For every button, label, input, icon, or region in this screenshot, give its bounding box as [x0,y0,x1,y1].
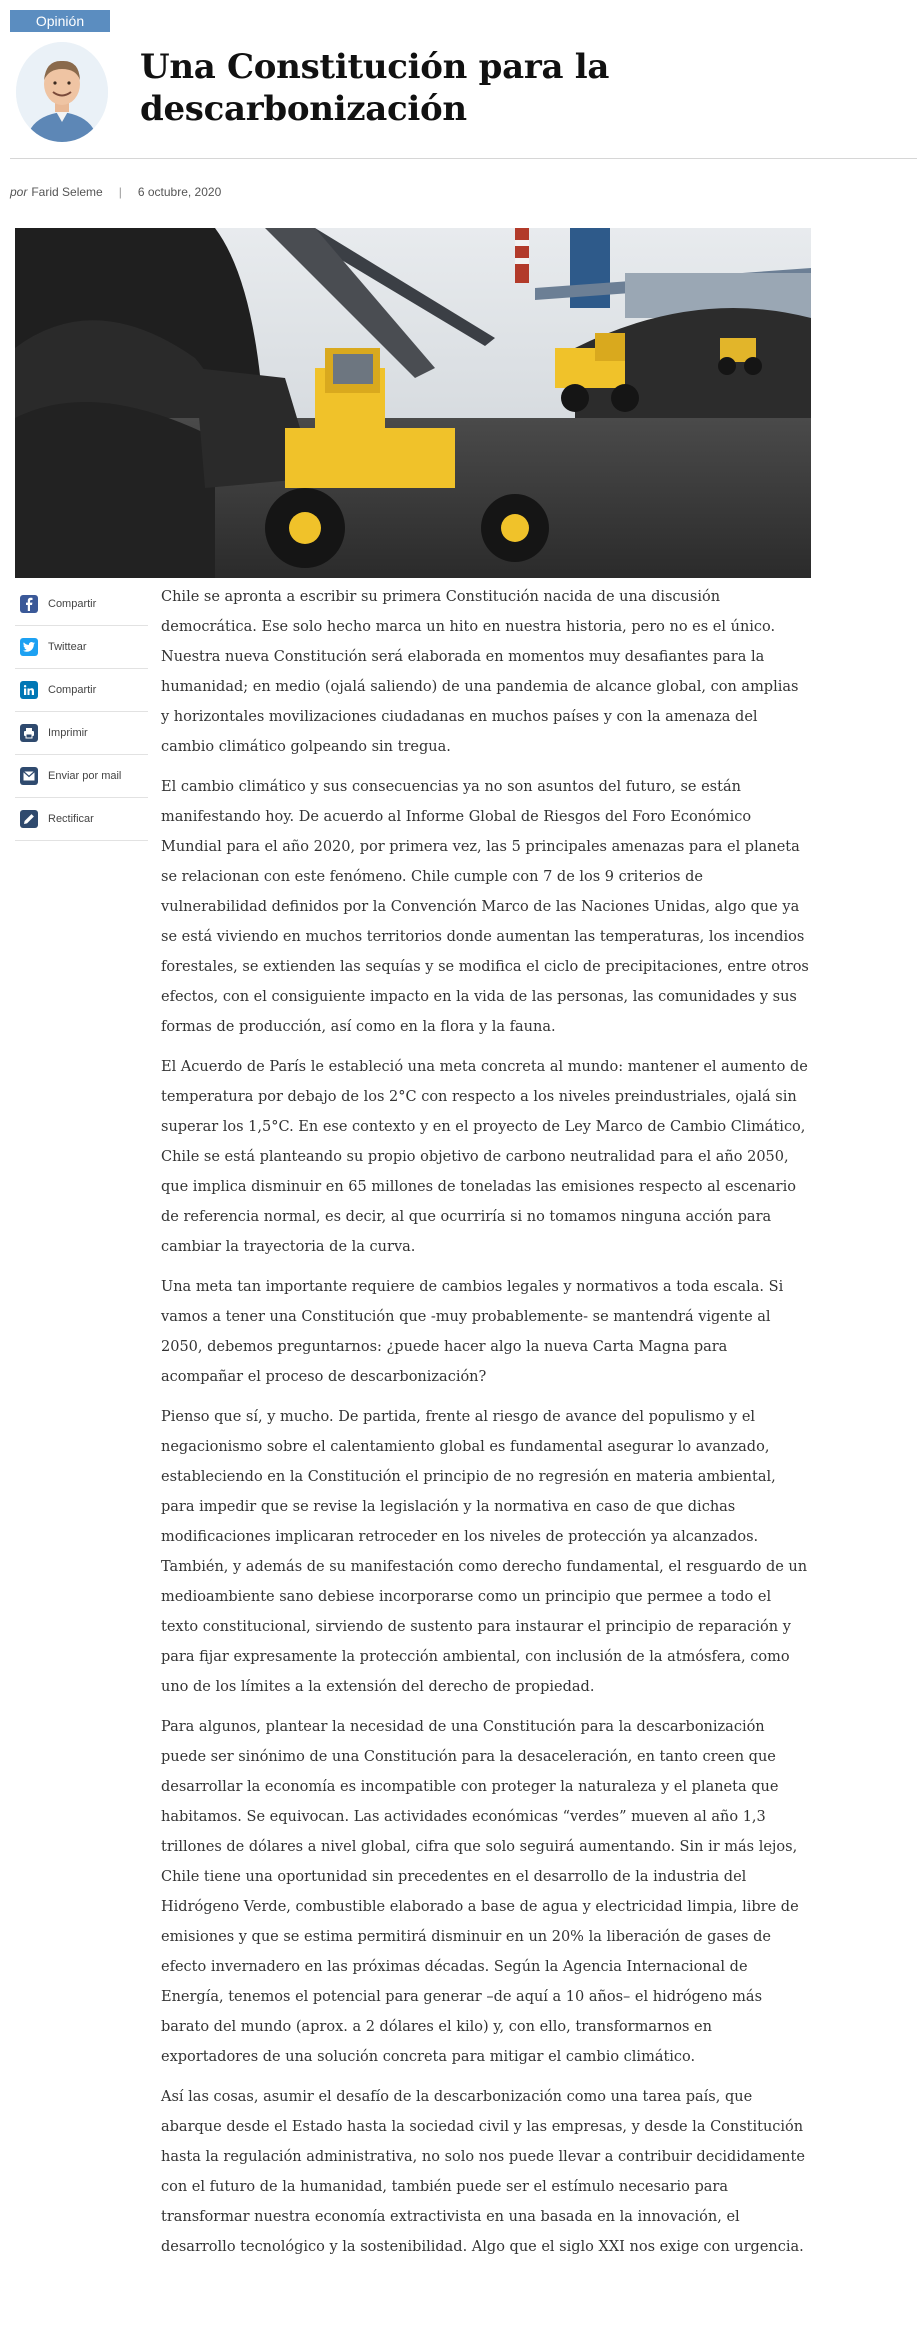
share-label: Rectificar [48,813,94,825]
share-facebook-button[interactable] [15,583,148,626]
author-name[interactable]: Farid Seleme [31,185,103,199]
article-paragraph: Para algunos, plantear la necesidad de una Constitución para la descarbonización puede ser sinónimo de una Constitución para la desaceleración, en tanto creen que desarrollar la economía es incompatible con proteger la naturaleza y el planeta que habitamos. Se equivocan. Las actividades económicas “verdes” mueven al año 1,3 trillones de dólares a nivel global, cifra que solo seguirá aumentando. Sin ir más lejos, Chile tiene una oportunidad sin precedentes en el desarrollo de la industria del Hidrógeno Verde, combustible elaborado a base de agua y electricidad limpia, libre de emisiones y que se estima permitirá disminuir en un 20% la liberación de gases de efecto invernadero en las próximas décadas. Según la Agencia Internacional de Energía, tenemos el potencial para generar –de aquí a 10 años– el hidrógeno más barato del mundo (aprox. a 2 dólares el kilo) y, con ello, transformarnos en exportadores de una solución concreta para mitigar el cambio climático. [161,1719,799,2065]
share-twitter-button[interactable] [15,626,148,669]
email-share-button[interactable] [15,755,148,798]
author-avatar [16,42,108,142]
twitter-icon [20,638,38,656]
share-label: Compartir [48,598,97,610]
header-divider [10,158,917,159]
share-bar [15,583,148,841]
share-label: Compartir [48,684,97,696]
rectify-button[interactable] [15,798,148,841]
article-paragraph: Una meta tan importante requiere de cambios legales y normativos a toda escala. Si vamos a tener una Constitución que -muy probablemente- se mantendrá vigente al 2050, debemos preguntarnos: ¿puede hacer algo la nueva Carta Magna para acompañar el proceso de descarbonización? [161,1279,784,1385]
article-paragraph: El cambio climático y sus consecuencias ya no son asuntos del futuro, se están manifestando hoy. De acuerdo al Informe Global de Riesgos del Foro Económico Mundial para el año 2020, por primera vez, las 5 principales amenazas para el planeta se relacionan con este fenómeno. Chile cumple con 7 de los 9 criterios de vulnerabilidad definidos por la Convención Marco de las Naciones Unidas, algo que ya se está viviendo en muchos territorios donde aumentan las temperaturas, los incendios forestales, se extienden las sequías y se modifica el ciclo de precipitaciones, entre otros efectos, con el consiguiente impacto en la vida de las personas, las comunidades y sus formas de producción, así como en la flora y la fauna. [161,779,809,1035]
share-label: Imprimir [48,727,88,739]
hero-image [15,228,811,578]
article-body [161,582,811,2272]
mail-icon [20,767,38,785]
share-linkedin-button[interactable] [15,669,148,712]
share-label: Twittear [48,641,87,653]
article-paragraph: Pienso que sí, y mucho. De partida, frente al riesgo de avance del populismo y el negacionismo sobre el calentamiento global es fundamental asegurar lo avanzado, estableciendo en la Constitución el principio de no regresión en materia ambiental, para impedir que se revise la legislación y la normativa en caso de que dichas modificaciones implicaran retroceder en los niveles de protección ya alcanzados. También, y además de su manifestación como derecho fundamental, el resguardo de un medioambiente sano debiese incorporarse como un principio que permee a todo el texto constitucional, sirviendo de sustento para instaurar el principio de reparación y para fijar expresamente la protección ambiental, con inclusión de la atmósfera, como uno de los límites a la extensión del derecho de propiedad. [161,1409,808,1695]
facebook-icon [20,595,38,613]
byline-prefix: por [10,185,28,199]
print-icon [20,724,38,742]
pencil-icon [20,810,38,828]
share-label: Enviar por mail [48,770,122,782]
article-paragraph: El Acuerdo de París le estableció una meta concreta al mundo: mantener el aumento de temperatura por debajo de los 2°C con respecto a los niveles preindustriales, ojalá sin superar los 1,5°C. En ese contexto y en el proyecto de Ley Marco de Cambio Climático, Chile se está planteando su propio objetivo de carbono neutralidad para el año 2050, que implica disminuir en 65 millones de toneladas las emisiones respecto al escenario de referencia normal, es decir, al que ocurriría si no tomamos ninguna acción para cambiar la trayectoria de la curva. [161,1059,808,1255]
article-paragraph: Chile se apronta a escribir su primera Constitución nacida de una discusión democrática. Ese solo hecho marca un hito en nuestra historia, pero no es el único. Nuestra nueva Constitución será elaborada en momentos muy desafiantes para la humanidad; en medio (ojalá saliendo) de una pandemia de alcance global, con amplias y horizontales movilizaciones ciudadanas en muchos países y con la amenaza del cambio climático golpeando sin tregua. [161,589,799,755]
article-headline: Una Constitución para la descarbonización [140,47,610,129]
publish-date: 6 octubre, 2020 [137,185,222,199]
article-paragraph: Así las cosas, asumir el desafío de la descarbonización como una tarea país, que abarque desde el Estado hasta la sociedad civil y las empresas, y desde la Constitución hasta la regulación administrativa, no solo nos puede llevar a contribuir decididamente con el futuro de la humanidad, también puede ser el estímulo necesario para transformar nuestra economía extractivista en una basada en la innovación, el desarrollo tecnológico y la sostenibilidad. Algo que el siglo XXI nos exige con urgencia. [161,2089,805,2255]
print-button[interactable] [15,712,148,755]
byline-separator: | [118,185,122,199]
byline [10,185,221,199]
section-tag[interactable]: Opinión [10,10,110,32]
linkedin-icon [20,681,38,699]
